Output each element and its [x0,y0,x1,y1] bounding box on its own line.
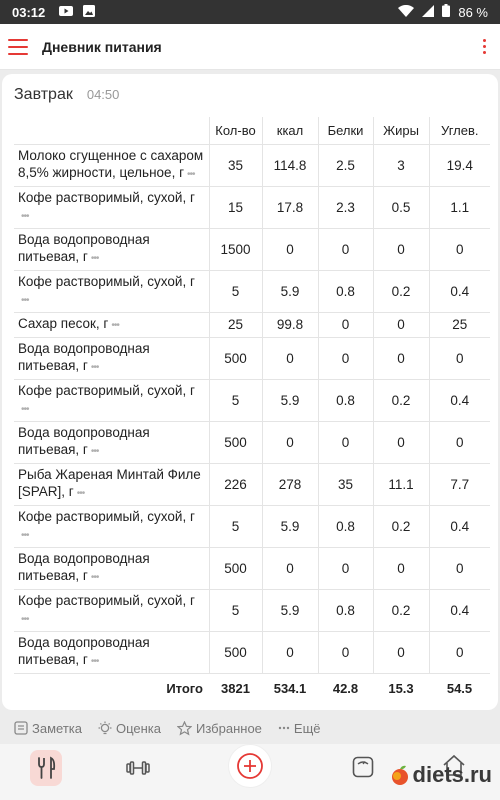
table-row[interactable] [14,270,490,312]
cell-protein: 0.8 [318,270,373,312]
table-row[interactable] [14,631,490,673]
cell-kcal: 99.8 [262,312,318,337]
rating-action[interactable] [98,721,161,736]
cell-carbs: 0 [429,228,490,270]
row-more-icon[interactable]: ••• [21,295,29,306]
lightbulb-icon [98,721,112,735]
cell-fat: 3 [373,144,429,186]
action-row [0,712,500,744]
food-name-line: Кофе растворимый, сухой, г [18,274,195,289]
cell-qty: 5 [209,505,262,547]
row-more-icon[interactable]: ••• [90,253,99,264]
cell-qty: 500 [209,631,262,673]
food-name-cell [14,421,209,463]
cell-kcal: 5.9 [262,505,318,547]
row-more-icon[interactable]: ••• [76,488,85,499]
cell-carbs: 0 [429,547,490,589]
food-name-line: Кофе растворимый, сухой, г [18,383,195,398]
cell-carbs: 25 [429,312,490,337]
cell-qty: 5 [209,270,262,312]
cell-qty: 15 [209,186,262,228]
cell-kcal: 0 [262,228,318,270]
row-more-icon[interactable]: ••• [21,614,29,625]
cell-kcal: 114.8 [262,144,318,186]
signal-icon [422,5,434,20]
total-row [14,673,490,703]
rating-label: Оценка [115,720,162,736]
table-row[interactable] [14,547,490,589]
cell-protein: 0 [318,631,373,673]
meal-card [2,74,498,710]
food-name-line: питьевая, г [18,652,88,667]
more-action[interactable] [278,721,321,736]
cell-kcal: 0 [262,631,318,673]
plus-circle-icon [236,752,264,780]
table-header-row [14,117,490,144]
food-name-line: Вода водопроводная [18,425,150,440]
battery-percent: 86 % [458,4,488,20]
nav-scale-tab[interactable] [350,755,376,779]
cell-protein: 0 [318,337,373,379]
watermark-text: diets.ru [412,762,492,787]
image-icon [83,5,95,20]
youtube-icon [59,5,73,19]
cell-qty: 5 [209,589,262,631]
cell-qty: 1500 [209,228,262,270]
hamburger-menu-icon[interactable] [8,39,28,55]
food-name-line: Молоко сгущенное с сахаром [18,148,204,163]
cell-fat: 0 [373,228,429,270]
scale-icon [352,756,374,778]
food-name-line: Рыба Жареная Минтай Филе [18,467,201,482]
total-qty: 3821 [221,680,250,696]
table-row[interactable] [14,228,490,270]
cell-protein: 0.8 [318,379,373,421]
cell-qty: 500 [209,421,262,463]
table-row[interactable] [14,379,490,421]
header-carbs: Углев. [429,117,490,144]
food-name-cell [14,463,209,505]
cell-kcal: 0 [262,421,318,463]
header-protein: Белки [318,117,373,144]
note-action[interactable] [14,721,82,736]
row-more-icon[interactable]: ••• [187,169,195,180]
food-name-cell [14,631,209,673]
app-title: Дневник питания [42,38,162,55]
cell-protein: 0.8 [318,505,373,547]
cell-fat: 0.2 [373,379,429,421]
more-dots-icon [278,726,290,730]
favorite-label: Избранное [196,720,262,736]
food-name-line: питьевая, г [18,568,88,583]
table-row[interactable] [14,589,490,631]
overflow-menu-icon[interactable] [483,39,486,54]
table-row[interactable] [14,312,490,337]
cell-fat: 0 [373,631,429,673]
cell-fat: 0 [373,337,429,379]
row-more-icon[interactable]: ••• [21,404,29,415]
food-name-line: питьевая, г [18,249,88,264]
row-more-icon[interactable]: ••• [21,530,29,541]
cell-qty: 5 [209,379,262,421]
favorite-action[interactable] [177,721,262,736]
cell-fat: 11.1 [373,463,429,505]
cell-fat: 0 [373,547,429,589]
total-label: Итого [166,680,203,696]
cell-carbs: 0.4 [429,589,490,631]
cell-kcal: 5.9 [262,270,318,312]
food-name-cell [14,312,209,337]
status-bar [0,0,500,24]
food-name-cell [14,547,209,589]
cell-kcal: 278 [262,463,318,505]
cell-qty: 500 [209,547,262,589]
total-carbs: 54.5 [446,680,473,696]
food-name-cell [14,144,209,186]
table-row[interactable] [14,144,490,186]
total-fat: 15.3 [388,680,414,696]
cell-carbs: 7.7 [429,463,490,505]
nav-food-tab[interactable] [30,750,62,786]
row-more-icon[interactable]: ••• [21,211,29,222]
row-more-icon[interactable]: ••• [90,656,99,667]
header-fat: Жиры [373,117,429,144]
cell-carbs: 0.4 [429,379,490,421]
cell-qty: 25 [209,312,262,337]
cell-carbs: 0 [429,421,490,463]
app-bar [0,24,500,70]
table-row[interactable] [14,421,490,463]
cell-carbs: 0.4 [429,505,490,547]
food-name-line: Сахар песок, г [18,316,109,331]
meal-time[interactable]: 04:50 [86,87,120,102]
add-entry-button[interactable] [228,744,272,788]
row-more-icon[interactable]: ••• [90,362,99,373]
cell-qty: 226 [209,463,262,505]
note-icon [14,721,28,735]
cell-protein: 0 [318,228,373,270]
meal-header [14,86,119,104]
total-kcal: 534.1 [273,680,307,696]
more-label: Ещё [293,720,321,736]
nutrition-table [14,117,490,703]
cell-carbs: 0 [429,631,490,673]
cell-protein: 2.3 [318,186,373,228]
food-name-cell [14,186,209,228]
food-name-cell [14,337,209,379]
cell-kcal: 0 [262,547,318,589]
nav-exercise-tab[interactable] [125,758,151,778]
cell-protein: 0 [318,547,373,589]
meal-name: Завтрак [14,86,73,103]
food-name-line: Вода водопроводная [18,232,150,247]
cell-protein: 0.8 [318,589,373,631]
cell-carbs: 19.4 [429,144,490,186]
cell-carbs: 0 [429,337,490,379]
diets-watermark [389,762,492,788]
cell-carbs: 0.4 [429,270,490,312]
food-name-cell [14,505,209,547]
note-label: Заметка [32,720,82,736]
food-name-line: 8,5% жирности, цельное, г [18,165,184,180]
cell-qty: 500 [209,337,262,379]
header-kcal: ккал [262,117,318,144]
food-name-line: Кофе растворимый, сухой, г [18,190,195,205]
cell-qty: 35 [209,144,262,186]
cell-fat: 0 [373,421,429,463]
cell-fat: 0.2 [373,589,429,631]
food-name-cell [14,589,209,631]
header-name [14,117,209,144]
cell-protein: 35 [318,463,373,505]
table-row[interactable] [14,463,490,505]
food-name-line: питьевая, г [18,442,88,457]
food-name-cell [14,270,209,312]
status-right [398,4,488,20]
food-name-cell [14,228,209,270]
food-name-cell [14,379,209,421]
row-more-icon[interactable]: ••• [90,446,99,457]
battery-icon [442,4,450,20]
cell-kcal: 5.9 [262,379,318,421]
header-qty: Кол-во [209,117,262,144]
table-row[interactable] [14,505,490,547]
wifi-icon [398,5,414,20]
cell-fat: 0.2 [373,505,429,547]
food-name-line: питьевая, г [18,358,88,373]
food-name-line: Кофе растворимый, сухой, г [18,593,195,608]
food-name-line: [SPAR], г [18,484,74,499]
table-row[interactable] [14,337,490,379]
cell-fat: 0.2 [373,270,429,312]
cell-protein: 0 [318,421,373,463]
bottom-nav [0,744,500,800]
cell-fat: 0 [373,312,429,337]
cell-fat: 0.5 [373,186,429,228]
fork-knife-icon [36,756,56,780]
food-name-line: Кофе растворимый, сухой, г [18,509,195,524]
cell-kcal: 5.9 [262,589,318,631]
food-name-line: Вода водопроводная [18,341,150,356]
star-icon [177,721,192,736]
cell-carbs: 1.1 [429,186,490,228]
status-time: 03:12 [12,4,46,20]
dumbbell-icon [126,761,150,775]
cell-protein: 0 [318,312,373,337]
row-more-icon[interactable]: ••• [111,320,119,331]
row-more-icon[interactable]: ••• [90,572,99,583]
table-row[interactable] [14,186,490,228]
apple-logo-icon [389,764,411,786]
food-name-line: Вода водопроводная [18,635,150,650]
food-name-line: Вода водопроводная [18,551,150,566]
cell-protein: 2.5 [318,144,373,186]
cell-kcal: 0 [262,337,318,379]
total-protein: 42.8 [332,680,359,696]
cell-kcal: 17.8 [262,186,318,228]
